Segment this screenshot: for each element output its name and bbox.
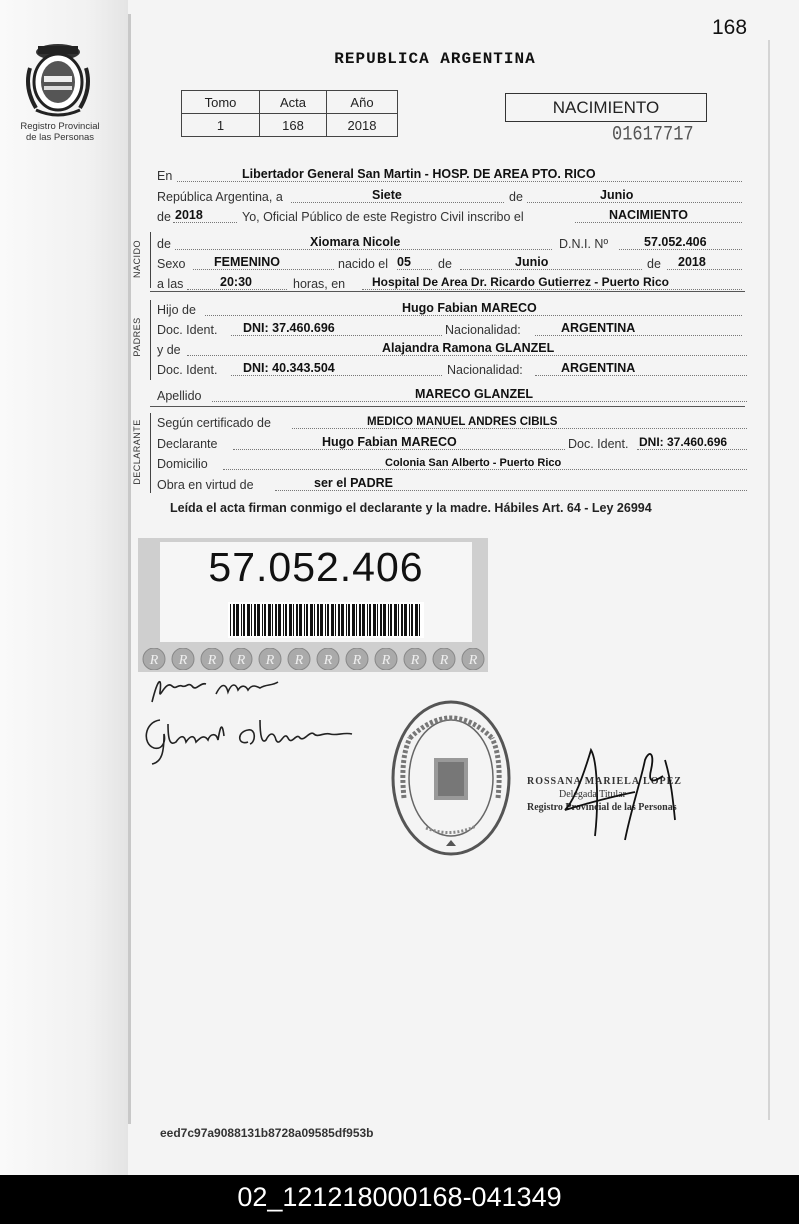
record-line-obra: Obra en virtud de ser el PADRE	[157, 474, 747, 494]
registry-header-ano: Año	[327, 91, 398, 114]
security-pattern-letter: R	[439, 653, 449, 668]
coat-of-arms-logo	[22, 38, 94, 118]
section-label-padres: PADRES	[132, 317, 142, 357]
record-line-year: de 2018 Yo, Oficial Público de este Registro Civil inscribo el NACIMIENTO	[157, 206, 742, 226]
security-pattern-letter: R	[323, 653, 333, 668]
record-line-mother-doc: Doc. Ident. DNI: 40.343.504 Nacionalidad: ARGENTINA	[157, 359, 747, 379]
official-signature	[555, 740, 695, 844]
security-pattern-letter: R	[410, 653, 420, 668]
registry-value-tomo: 1	[182, 114, 260, 137]
right-margin-line	[768, 40, 770, 1120]
record-line-certificate: Según certificado de MEDICO MANUEL ANDRES CIBILS	[157, 412, 747, 432]
official-seal	[390, 698, 512, 858]
security-pattern-letter: R	[468, 653, 478, 668]
security-pattern-letter: R	[265, 653, 275, 668]
left-margin-strip	[0, 0, 128, 1175]
security-pattern-letter: R	[236, 653, 246, 668]
organization-name: Registro Provincial de las Personas	[20, 121, 100, 143]
place-value: Libertador General San Martin - HOSP. DE AREA PTO. RICO	[242, 167, 596, 181]
security-pattern-row	[140, 648, 488, 670]
security-pattern-letter: R	[207, 653, 217, 668]
signer-role: Delegada Titular	[559, 789, 626, 800]
surname-value: MARECO GLANZEL	[415, 387, 534, 401]
act-type-box: NACIMIENTO	[505, 93, 707, 122]
mother-name-value: Alajandra Ramona GLANZEL	[382, 341, 555, 355]
registry-value-ano: 2018	[327, 114, 398, 137]
signer-name: ROSSANA MARIELA LOPEZ	[527, 776, 682, 787]
record-line-mother: y de Alajandra Ramona GLANZEL	[157, 339, 747, 359]
barcode	[228, 602, 424, 638]
registry-header-tomo: Tomo	[182, 91, 260, 114]
security-pattern-letter: R	[149, 653, 159, 668]
record-line-domicile: Domicilio Colonia San Alberto - Puerto Rico	[157, 453, 747, 473]
record-line-time-place: a las 20:30 horas, en Hospital De Area Dr. Ricardo Gutierrez - Puerto Rico	[157, 273, 742, 293]
record-line-birth: Sexo FEMENINO nacido el 05 de Junio de 2018	[157, 253, 742, 273]
child-name-value: Xiomara Nicole	[310, 235, 401, 249]
record-line-declarant: Declarante Hugo Fabian MARECO Doc. Ident. DNI: 37.460.696	[157, 433, 747, 453]
signer-organization: Registro Provincial de las Personas	[527, 802, 677, 813]
footer-id-bar	[0, 1175, 799, 1224]
father-name-value: Hugo Fabian MARECO	[402, 301, 537, 315]
record-line-name: de Xiomara Nicole D.N.I. Nº 57.052.406	[157, 233, 742, 253]
reading-notice: Leída el acta firman conmigo el declarante y la madre. Hábiles Art. 64 - Ley 26994	[170, 501, 652, 515]
security-pattern-letter: R	[381, 653, 391, 668]
record-line-apellido: Apellido MARECO GLANZEL	[157, 385, 747, 405]
mother-signature	[138, 712, 368, 768]
document-hash: eed7c97a9088131b8728a09585df953b	[160, 1126, 374, 1140]
declarant-name-value: Hugo Fabian MARECO	[322, 435, 457, 449]
page-number: 168	[712, 16, 748, 39]
footer-id-text: 02_121218000168-041349	[237, 1182, 562, 1212]
security-pattern-letter: R	[294, 653, 304, 668]
registry-header-acta: Acta	[260, 91, 327, 114]
security-pattern-letter: R	[352, 653, 362, 668]
act-number-stamp: 01617717	[612, 124, 694, 147]
child-dni-value: 57.052.406	[644, 235, 707, 249]
document-title: REPUBLICA ARGENTINA	[334, 50, 536, 68]
record-line-date: República Argentina, a Siete de Junio	[157, 186, 742, 206]
record-line-en: En Libertador General San Martin - HOSP. DE AREA PTO. RICO	[157, 165, 742, 185]
record-line-father-doc: Doc. Ident. DNI: 37.460.696 Nacionalidad: ARGENTINA	[157, 319, 742, 339]
father-signature	[148, 672, 288, 708]
security-pattern-letter: R	[178, 653, 188, 668]
registry-value-acta: 168	[260, 114, 327, 137]
registry-table	[181, 90, 398, 137]
section-label-nacido: NACIDO	[132, 240, 142, 279]
dni-sticker-number: 57.052.406	[208, 544, 424, 590]
section-label-declarante: DECLARANTE	[132, 419, 142, 485]
record-line-father: Hijo de Hugo Fabian MARECO	[157, 299, 742, 319]
margin-line	[128, 14, 131, 1124]
